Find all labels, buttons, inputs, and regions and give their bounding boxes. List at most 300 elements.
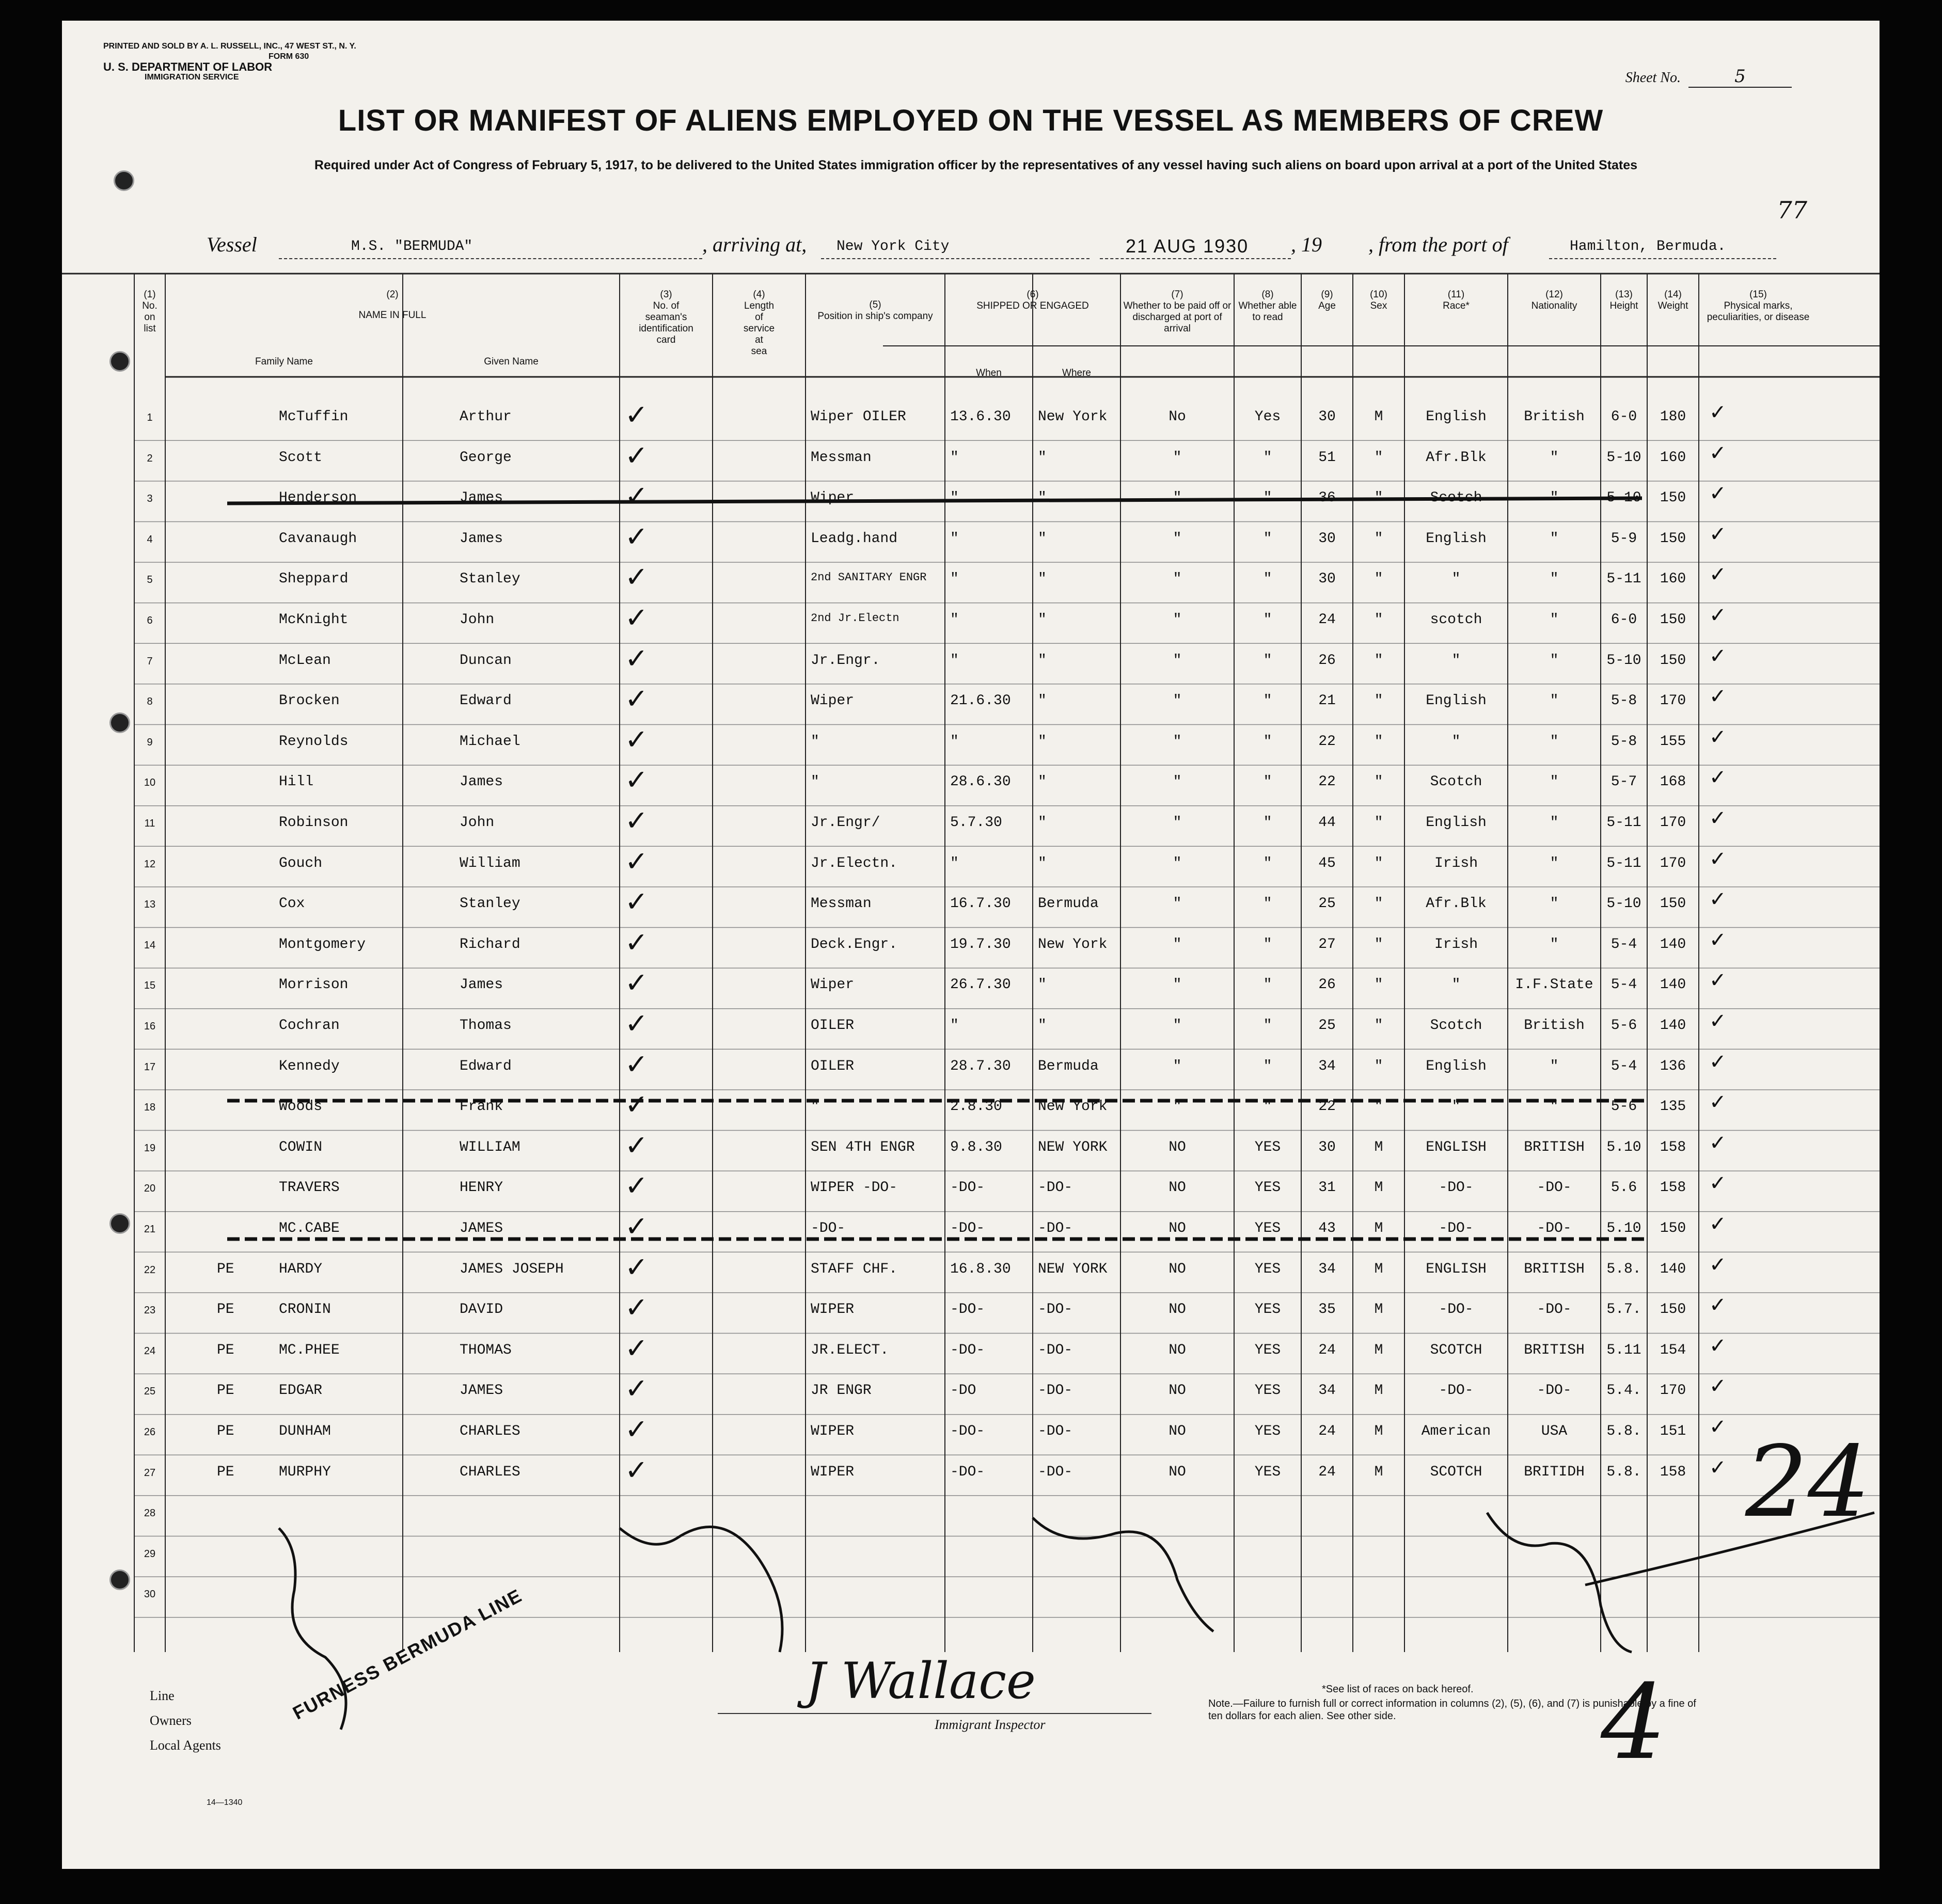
cell-paid: NO xyxy=(1169,1220,1186,1236)
cell-where: " xyxy=(1038,612,1047,628)
cell-age: 31 xyxy=(1318,1180,1336,1196)
cell-race: " xyxy=(1451,1099,1461,1115)
printer-line: PRINTED AND SOLD BY A. L. RUSSELL, INC., 47 WEST ST., N. Y. xyxy=(103,42,356,51)
cell-where: -DO- xyxy=(1038,1383,1073,1399)
id-card-checkmark: ✓ xyxy=(625,480,649,513)
id-card-checkmark: ✓ xyxy=(625,1413,649,1446)
cell-sex: " xyxy=(1374,855,1383,871)
page-subtitle: Required under Act of Congress of February 5, 1917, to be delivered to the United States immigration officer by the representatives of any vessel having such aliens on board upon arrival at a port of the United States xyxy=(314,158,1638,172)
cell-pre: PE xyxy=(217,1383,234,1399)
physical-checkmark: ✓ xyxy=(1709,401,1727,424)
cell-nat: I.F.State xyxy=(1515,977,1593,993)
cell-nat: " xyxy=(1550,855,1559,871)
id-card-checkmark: ✓ xyxy=(625,1453,649,1486)
cell-where: " xyxy=(1038,530,1047,547)
cell-weight: 170 xyxy=(1660,1383,1686,1399)
service-name: IMMIGRATION SERVICE xyxy=(145,73,239,82)
cell-weight: 168 xyxy=(1660,774,1686,790)
cell-family: Reynolds xyxy=(279,733,349,750)
arrival-port: New York City xyxy=(836,239,950,255)
arrival-date-stamp: 21 AUG 1930 xyxy=(1126,235,1249,257)
physical-checkmark: ✓ xyxy=(1709,644,1727,668)
cell-position: JR.ELECT. xyxy=(811,1342,889,1358)
cell-when: 19.7.30 xyxy=(950,936,1011,953)
binder-hole xyxy=(109,351,130,372)
id-card-checkmark: ✓ xyxy=(625,1048,649,1081)
cell-race: Scotch xyxy=(1430,1018,1482,1034)
cell-weight: 158 xyxy=(1660,1464,1686,1480)
cell-height: 5.8. xyxy=(1606,1464,1641,1480)
row-number: 25 xyxy=(144,1386,156,1398)
row-number: 19 xyxy=(144,1142,156,1154)
cell-sex: M xyxy=(1374,1423,1383,1439)
cell-where: -DO- xyxy=(1038,1342,1073,1358)
cell-height: 5-11 xyxy=(1606,571,1641,588)
cell-where: New York xyxy=(1038,409,1108,425)
id-card-checkmark: ✓ xyxy=(625,1169,649,1202)
cell-family: Hill xyxy=(279,774,314,790)
cell-age: 27 xyxy=(1318,936,1336,953)
cell-nat: " xyxy=(1550,490,1559,506)
cell-paid: " xyxy=(1173,612,1182,628)
cell-position: WIPER xyxy=(811,1423,855,1439)
cell-when: " xyxy=(950,1018,959,1034)
cell-weight: 154 xyxy=(1660,1342,1686,1358)
cell-where: " xyxy=(1038,652,1047,669)
row-number: 4 xyxy=(147,533,153,545)
cell-paid: NO xyxy=(1169,1139,1186,1155)
cell-when: " xyxy=(950,612,959,628)
cell-sex: " xyxy=(1374,977,1383,993)
cell-weight: 170 xyxy=(1660,815,1686,831)
cell-height: 5-4 xyxy=(1611,936,1637,953)
cell-race: English xyxy=(1426,693,1487,709)
row-number: 10 xyxy=(144,777,156,789)
physical-checkmark: ✓ xyxy=(1709,1293,1727,1318)
cell-given: HENRY xyxy=(460,1180,503,1196)
cell-position: Wiper xyxy=(811,490,855,506)
cell-pre: PE xyxy=(217,1464,234,1480)
cell-paid: NO xyxy=(1169,1302,1186,1318)
id-card-checkmark: ✓ xyxy=(625,1250,649,1283)
cell-nat: BRITIDH xyxy=(1524,1464,1585,1480)
cell-when: -DO- xyxy=(950,1342,985,1358)
cell-age: 26 xyxy=(1318,977,1336,993)
header-race: (11) Race* xyxy=(1443,289,1470,311)
cell-nat: -DO- xyxy=(1537,1220,1572,1236)
cell-when: " xyxy=(950,530,959,547)
cell-family: Gouch xyxy=(279,855,323,871)
cell-paid: " xyxy=(1173,490,1182,506)
header-read: (8) Whether able to read xyxy=(1238,289,1297,323)
cell-where: New York xyxy=(1038,1099,1108,1115)
cell-where: NEW YORK xyxy=(1038,1139,1108,1155)
cell-height: 5-10 xyxy=(1606,490,1641,506)
cell-height: 5.8. xyxy=(1606,1423,1641,1439)
cell-race: Scotch xyxy=(1430,774,1482,790)
cell-given: WILLIAM xyxy=(460,1139,520,1155)
cell-pre: PE xyxy=(217,1261,234,1277)
cell-nat: -DO- xyxy=(1537,1180,1572,1196)
cell-read: " xyxy=(1263,612,1272,628)
cell-read: " xyxy=(1263,977,1272,993)
cell-age: 26 xyxy=(1318,652,1336,669)
cell-read: YES xyxy=(1254,1139,1281,1155)
cell-family: HARDY xyxy=(279,1261,323,1277)
vessel-label: Vessel xyxy=(207,233,257,256)
cell-nat: " xyxy=(1550,693,1559,709)
cell-weight: 140 xyxy=(1660,977,1686,993)
cell-position: " xyxy=(811,733,819,750)
physical-checkmark: ✓ xyxy=(1709,1374,1727,1399)
cell-nat: " xyxy=(1550,652,1559,669)
cell-read: " xyxy=(1263,652,1272,669)
cell-family: Brocken xyxy=(279,693,340,709)
row-number: 9 xyxy=(147,736,153,748)
cell-nat: USA xyxy=(1541,1423,1568,1439)
cell-nat: BRITISH xyxy=(1524,1261,1585,1277)
cell-age: 24 xyxy=(1318,612,1336,628)
cell-nat: British xyxy=(1524,1018,1585,1034)
id-card-checkmark: ✓ xyxy=(625,601,649,634)
cell-family: MC.PHEE xyxy=(279,1342,340,1358)
cell-read: " xyxy=(1263,896,1272,912)
cell-sex: M xyxy=(1374,1464,1383,1480)
cell-race: American xyxy=(1421,1423,1491,1439)
cell-given: George xyxy=(460,449,512,466)
races-note: *See list of races on back hereof. xyxy=(1322,1684,1474,1695)
cell-paid: NO xyxy=(1169,1423,1186,1439)
physical-checkmark: ✓ xyxy=(1709,1050,1727,1074)
cell-read: YES xyxy=(1254,1261,1281,1277)
physical-checkmark: ✓ xyxy=(1709,1415,1727,1439)
header-name: NAME IN FULL xyxy=(358,310,427,321)
cell-pre: PE xyxy=(217,1342,234,1358)
cell-height: 5-4 xyxy=(1611,1058,1637,1074)
cell-height: 6-0 xyxy=(1611,409,1637,425)
physical-checkmark: ✓ xyxy=(1709,806,1727,830)
cell-read: YES xyxy=(1254,1180,1281,1196)
row-number: 11 xyxy=(144,818,155,829)
cell-sex: " xyxy=(1374,652,1383,669)
binder-hole xyxy=(109,712,130,733)
header-family-name: Family Name xyxy=(255,356,313,367)
cell-family: EDGAR xyxy=(279,1383,323,1399)
cell-sex: M xyxy=(1374,1342,1383,1358)
physical-checkmark: ✓ xyxy=(1709,563,1727,587)
physical-checkmark: ✓ xyxy=(1709,604,1727,627)
cell-height: 5-10 xyxy=(1606,896,1641,912)
cell-race: Irish xyxy=(1434,936,1478,953)
physical-checkmark: ✓ xyxy=(1709,1090,1727,1115)
cell-family: Sheppard xyxy=(279,571,349,588)
cell-race: " xyxy=(1451,977,1461,993)
row-number: 23 xyxy=(144,1305,156,1316)
cell-nat: " xyxy=(1550,530,1559,547)
row-number: 13 xyxy=(144,899,156,911)
cell-nat: -DO- xyxy=(1537,1302,1572,1318)
inspector-label: Immigrant Inspector xyxy=(935,1717,1046,1732)
cell-sex: " xyxy=(1374,612,1383,628)
cell-read: " xyxy=(1263,1018,1272,1034)
cell-height: 5-10 xyxy=(1606,449,1641,466)
cell-position: STAFF CHF. xyxy=(811,1261,898,1277)
footer-owners-label: Owners xyxy=(150,1713,192,1728)
cell-given: Stanley xyxy=(460,896,520,912)
form-number: FORM 630 xyxy=(269,52,309,61)
cell-age: 30 xyxy=(1318,409,1336,425)
id-card-checkmark: ✓ xyxy=(625,764,649,797)
cell-where: " xyxy=(1038,490,1047,506)
header-name-num: (2) xyxy=(386,289,399,300)
cell-weight: 140 xyxy=(1660,1261,1686,1277)
cell-nat: " xyxy=(1550,815,1559,831)
id-card-checkmark: ✓ xyxy=(625,1007,649,1040)
row-number: 3 xyxy=(147,493,153,505)
cell-sex: M xyxy=(1374,1220,1383,1236)
id-card-checkmark: ✓ xyxy=(625,885,649,918)
cell-age: 51 xyxy=(1318,449,1336,466)
cell-position: -DO- xyxy=(811,1220,846,1236)
cell-position: WIPER -DO- xyxy=(811,1180,898,1196)
cell-age: 44 xyxy=(1318,815,1336,831)
cell-position: OILER xyxy=(811,1018,855,1034)
cell-when: 5.7.30 xyxy=(950,815,1002,831)
cell-given: James xyxy=(460,530,503,547)
header-age: (9) Age xyxy=(1318,289,1336,311)
header-list-number: (1) No. on list xyxy=(142,289,157,334)
cell-family: Cox xyxy=(279,896,305,912)
cell-when: -DO- xyxy=(950,1464,985,1480)
cell-when: " xyxy=(950,733,959,750)
header-physical: (15) Physical marks, peculiarities, or disease xyxy=(1707,289,1810,323)
cell-given: JAMES xyxy=(460,1220,503,1236)
cell-age: 25 xyxy=(1318,1018,1336,1034)
cell-height: 5-6 xyxy=(1611,1099,1637,1115)
cell-age: 21 xyxy=(1318,693,1336,709)
cell-nat: " xyxy=(1550,1099,1559,1115)
cell-where: NEW YORK xyxy=(1038,1261,1108,1277)
cell-read: YES xyxy=(1254,1302,1281,1318)
physical-checkmark: ✓ xyxy=(1709,1171,1727,1196)
cell-given: James xyxy=(460,977,503,993)
cell-sex: " xyxy=(1374,693,1383,709)
header-where: Where xyxy=(1062,368,1091,378)
id-card-checkmark: ✓ xyxy=(625,1210,649,1243)
cell-paid: " xyxy=(1173,530,1182,547)
row-number: 22 xyxy=(144,1264,156,1276)
cell-read: " xyxy=(1263,571,1272,588)
cell-paid: " xyxy=(1173,774,1182,790)
cell-where: -DO- xyxy=(1038,1464,1073,1480)
row-number: 8 xyxy=(147,696,153,708)
cell-age: 30 xyxy=(1318,571,1336,588)
binder-hole xyxy=(109,1569,130,1590)
cell-read: " xyxy=(1263,774,1272,790)
cell-where: " xyxy=(1038,693,1047,709)
physical-checkmark: ✓ xyxy=(1709,847,1727,871)
cell-weight: 180 xyxy=(1660,409,1686,425)
cell-given: Stanley xyxy=(460,571,520,588)
cell-sex: M xyxy=(1374,1180,1383,1196)
cell-paid: " xyxy=(1173,855,1182,871)
row-number: 15 xyxy=(144,980,156,992)
cell-age: 30 xyxy=(1318,1139,1336,1155)
cell-weight: 150 xyxy=(1660,896,1686,912)
physical-checkmark: ✓ xyxy=(1709,685,1727,709)
footer-line-label: Line xyxy=(150,1688,175,1703)
cell-paid: " xyxy=(1173,733,1182,750)
cell-sex: " xyxy=(1374,530,1383,547)
cell-height: 5-11 xyxy=(1606,815,1641,831)
cell-weight: 160 xyxy=(1660,449,1686,466)
cell-race: Scotch xyxy=(1430,490,1482,506)
year-label: , 19 xyxy=(1291,233,1322,256)
cell-family: Woods xyxy=(279,1099,323,1115)
id-card-checkmark: ✓ xyxy=(625,1129,649,1162)
cell-weight: 158 xyxy=(1660,1180,1686,1196)
cell-read: YES xyxy=(1254,1464,1281,1480)
physical-checkmark: ✓ xyxy=(1709,928,1727,952)
cell-height: 5-9 xyxy=(1611,530,1637,547)
cell-race: " xyxy=(1451,652,1461,669)
row-number: 26 xyxy=(144,1426,156,1438)
cell-given: JAMES JOSEPH xyxy=(460,1261,564,1277)
cell-nat: BRITISH xyxy=(1524,1342,1585,1358)
cell-given: JAMES xyxy=(460,1383,503,1399)
cell-where: " xyxy=(1038,774,1047,790)
cell-where: " xyxy=(1038,449,1047,466)
cell-family: McTuffin xyxy=(279,409,349,425)
cell-sex: M xyxy=(1374,409,1383,425)
cell-where: New York xyxy=(1038,936,1108,953)
cell-paid: " xyxy=(1173,571,1182,588)
cell-height: 5.10 xyxy=(1606,1220,1641,1236)
sheet-label: Sheet No. xyxy=(1625,70,1681,86)
cell-where: Bermuda xyxy=(1038,1058,1099,1074)
cell-height: 5.4. xyxy=(1606,1383,1641,1399)
cell-position: Wiper OILER xyxy=(811,409,906,425)
cell-height: 5-7 xyxy=(1611,774,1637,790)
cell-given: Duncan xyxy=(460,652,512,669)
cell-age: 30 xyxy=(1318,530,1336,547)
cell-read: " xyxy=(1263,693,1272,709)
header-id-card: (3) No. of seaman's identification card xyxy=(639,289,693,345)
cell-read: " xyxy=(1263,733,1272,750)
cell-position: OILER xyxy=(811,1058,855,1074)
row-number: 1 xyxy=(147,412,153,423)
cell-read: " xyxy=(1263,815,1272,831)
row-number: 27 xyxy=(144,1467,156,1479)
cell-family: MC.CABE xyxy=(279,1220,340,1236)
cell-height: 5-8 xyxy=(1611,693,1637,709)
cell-age: 34 xyxy=(1318,1383,1336,1399)
cell-given: Edward xyxy=(460,1058,512,1074)
tally-mark: 24 xyxy=(1745,1425,1870,1539)
cell-when: " xyxy=(950,855,959,871)
cell-when: -DO- xyxy=(950,1220,985,1236)
cell-age: 22 xyxy=(1318,733,1336,750)
cell-family: COWIN xyxy=(279,1139,323,1155)
id-card-checkmark: ✓ xyxy=(625,926,649,959)
cell-when: " xyxy=(950,571,959,588)
cell-when: -DO- xyxy=(950,1180,985,1196)
cell-family: Henderson xyxy=(279,490,357,506)
cell-position: JR ENGR xyxy=(811,1383,872,1399)
cell-race: -DO- xyxy=(1439,1220,1474,1236)
cell-weight: 170 xyxy=(1660,693,1686,709)
cell-position: Messman xyxy=(811,896,872,912)
cell-when: " xyxy=(950,490,959,506)
cell-weight: 170 xyxy=(1660,855,1686,871)
cell-race: English xyxy=(1426,815,1487,831)
cell-position: Leadg.hand xyxy=(811,530,898,547)
cell-position: " xyxy=(811,1099,819,1115)
row-number: 5 xyxy=(147,574,153,586)
cell-given: James xyxy=(460,774,503,790)
cell-weight: 135 xyxy=(1660,1099,1686,1115)
cell-weight: 150 xyxy=(1660,1302,1686,1318)
cell-sex: " xyxy=(1374,815,1383,831)
cell-when: -DO- xyxy=(950,1302,985,1318)
cell-given: James xyxy=(460,490,503,506)
cell-family: Kennedy xyxy=(279,1058,340,1074)
cell-paid: NO xyxy=(1169,1383,1186,1399)
final-mark: 4 xyxy=(1601,1662,1667,1783)
physical-checkmark: ✓ xyxy=(1709,887,1727,912)
cell-age: 34 xyxy=(1318,1261,1336,1277)
cell-sex: M xyxy=(1374,1383,1383,1399)
cell-weight: 151 xyxy=(1660,1423,1686,1439)
cell-nat: " xyxy=(1550,733,1559,750)
cell-nat: " xyxy=(1550,571,1559,588)
cell-paid: NO xyxy=(1169,1342,1186,1358)
id-card-checkmark: ✓ xyxy=(625,1372,649,1405)
cell-when: 9.8.30 xyxy=(950,1139,1002,1155)
cell-height: 5.10 xyxy=(1606,1139,1641,1155)
cell-age: 22 xyxy=(1318,774,1336,790)
cell-paid: No xyxy=(1169,409,1186,425)
cell-sex: " xyxy=(1374,733,1383,750)
row-number: 29 xyxy=(144,1548,156,1560)
cell-family: Robinson xyxy=(279,815,349,831)
cell-nat: " xyxy=(1550,1058,1559,1074)
cell-sex: " xyxy=(1374,774,1383,790)
form-code: 14—1340 xyxy=(207,1798,243,1807)
cell-when: " xyxy=(950,652,959,669)
cell-when: 26.7.30 xyxy=(950,977,1011,993)
cell-where: " xyxy=(1038,855,1047,871)
row-number: 17 xyxy=(144,1061,156,1073)
row-number: 24 xyxy=(144,1345,156,1357)
footer-agents-label: Local Agents xyxy=(150,1738,221,1753)
cell-weight: 158 xyxy=(1660,1139,1686,1155)
cell-position: Messman xyxy=(811,449,872,466)
cell-age: 22 xyxy=(1318,1099,1336,1115)
cell-race: -DO- xyxy=(1439,1302,1474,1318)
cell-height: 6-0 xyxy=(1611,612,1637,628)
physical-checkmark: ✓ xyxy=(1709,482,1727,506)
cell-race: Afr.Blk xyxy=(1426,449,1487,466)
cell-position: WIPER xyxy=(811,1464,855,1480)
cell-height: 5.6 xyxy=(1611,1180,1637,1196)
row-number: 20 xyxy=(144,1183,156,1195)
cell-nat: " xyxy=(1550,896,1559,912)
cell-race: " xyxy=(1451,571,1461,588)
cell-paid: " xyxy=(1173,936,1182,953)
cell-family: MURPHY xyxy=(279,1464,331,1480)
cell-read: " xyxy=(1263,449,1272,466)
